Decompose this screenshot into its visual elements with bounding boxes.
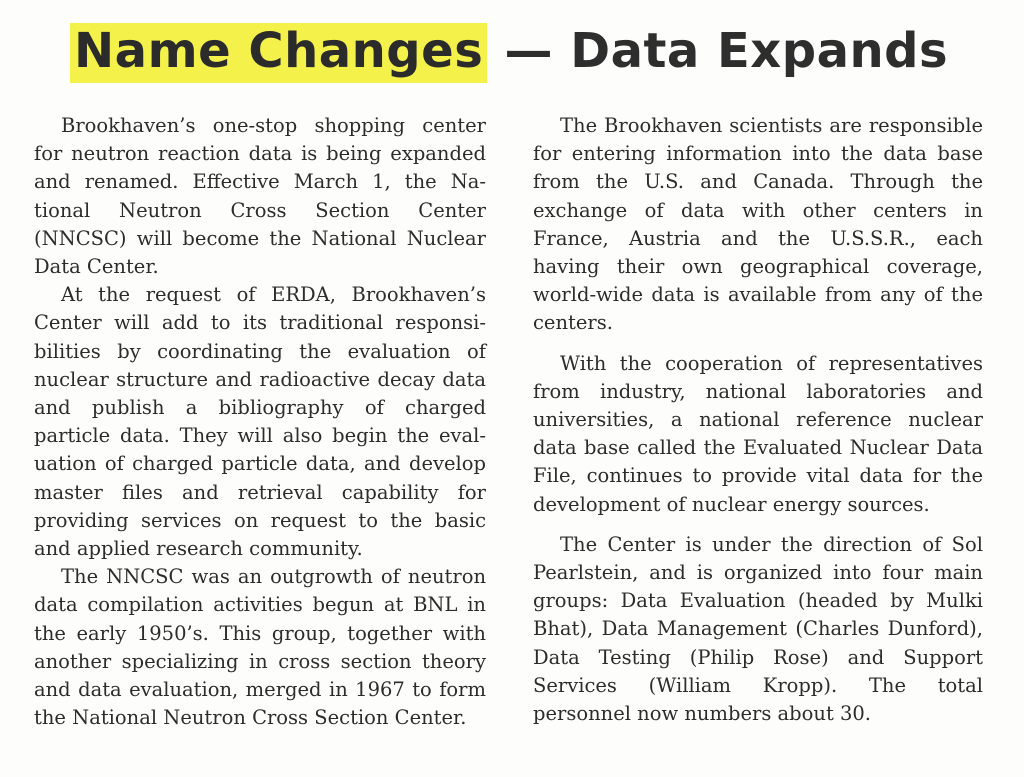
paragraph: Brookhaven’s one-stop shopping center for neutron reaction data is being expanded and renamed. Effective March 1, the National Neutron Cross Section Center (NNCSC) will become the National Nuclear Data Center. [34, 114, 486, 279]
right-column [533, 112, 983, 728]
paragraph: The Center is under the direction of Sol Pearlstein, and is organized into four main groups: Data Evaluation (headed by Mulki Bhat), Data Management (Charles Dunford), Data Testing (Philip Rose) and Support Services (William Kropp). The total personnel now numbers about 30. [533, 532, 983, 726]
paragraph: At the request of ERDA, Brookhaven’s Center will add to its traditional responsibilities by coordinating the evaluation of nuclear structure and radioactive decay data and publish a bibliography of charged particle data. They will also begin the evaluation of charged particle data, and develop master files and retrieval capability for providing services on request to the basic and applied research community. [34, 283, 486, 561]
headline-rest-text: — Data Expands [487, 23, 949, 79]
headline-highlighted-text: Name Changes [70, 23, 487, 83]
headline [74, 18, 948, 84]
paragraph: With the cooperation of representatives from industry, national laboratories and universities, a national reference nuclear data base called the Evaluated Nuclear Data File, continues to provide vital data for the development of nuclear energy sources. [533, 351, 983, 516]
paragraph: The NNCSC was an outgrowth of neutron data compilation activities begun at BNL in the early 1950’s. This group, together with another specializing in cross section theory and data evaluation, merged in 1967 to form the National Neutron Cross Section Center. [34, 565, 486, 730]
left-column [34, 112, 486, 732]
paragraph: The Brookhaven scientists are responsible for entering information into the data base from the U.S. and Canada. Through the exchange of data with other centers in France, Austria and the U.S.S.R., each having their own geographical coverage, world-wide data is available from any of the centers. [533, 114, 983, 335]
